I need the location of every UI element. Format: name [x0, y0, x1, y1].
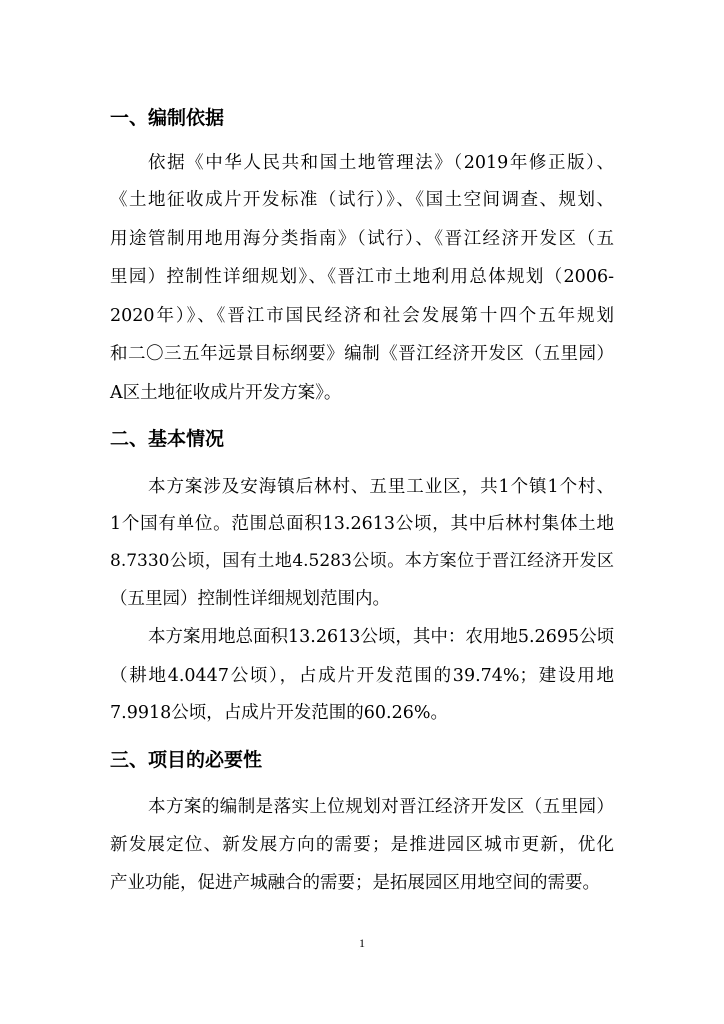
paragraph-line: 和二〇三五年远景目标纲要》编制《晋江经济开发区（五里园）	[110, 344, 614, 364]
paragraph-line: 产业功能，促进产城融合的需要；是拓展园区用地空间的需要。	[110, 873, 600, 893]
paragraph-line: 本方案的编制是落实上位规划对晋江经济开发区（五里园）	[148, 797, 614, 817]
paragraph-line: （五里园）控制性详细规划范围内。	[110, 589, 390, 609]
paragraph-line: 依据《中华人民共和国土地管理法》（2019年修正版）、	[148, 153, 614, 173]
paragraph-line: 《土地征收成片开发标准（试行）》、《国土空间调查、规划、	[110, 190, 614, 210]
paragraph-line: 里园）控制性详细规划》、《晋江市土地利用总体规划（2006-	[110, 267, 614, 287]
paragraph-line: 1个国有单位。范围总面积13.2613公顷，其中后林村集体土地	[110, 514, 614, 534]
paragraph-line: 8.7330公顷，国有土地4.5283公顷。本方案位于晋江经济开发区	[110, 551, 614, 571]
paragraph-line: 本方案涉及安海镇后林村、五里工业区，共1个镇1个村、	[148, 477, 614, 497]
paragraph-line: A区土地征收成片开发方案》。	[110, 383, 342, 403]
paragraph-line: 用途管制用地用海分类指南》（试行）、《晋江经济开发区（五	[110, 229, 614, 249]
paragraph-line: 7.9918公顷，占成片开发范围的60.26%。	[110, 703, 448, 723]
section-heading-basis: 一、编制依据	[110, 107, 225, 129]
paragraph-line: 本方案用地总面积13.2613公顷，其中：农用地5.2695公顷	[148, 627, 615, 647]
page-number: 1	[359, 936, 365, 950]
paragraph-line: （耕地4.0447公顷），占成片开发范围的39.74%；建设用地	[110, 666, 614, 686]
section-heading-necessity: 三、项目的必要性	[110, 749, 263, 771]
paragraph-line: 2020年）》、《晋江市国民经济和社会发展第十四个五年规划	[110, 306, 614, 326]
paragraph-line: 新发展定位、新发展方向的需要；是推进园区城市更新，优化	[110, 835, 614, 855]
section-heading-overview: 二、基本情况	[110, 428, 225, 450]
